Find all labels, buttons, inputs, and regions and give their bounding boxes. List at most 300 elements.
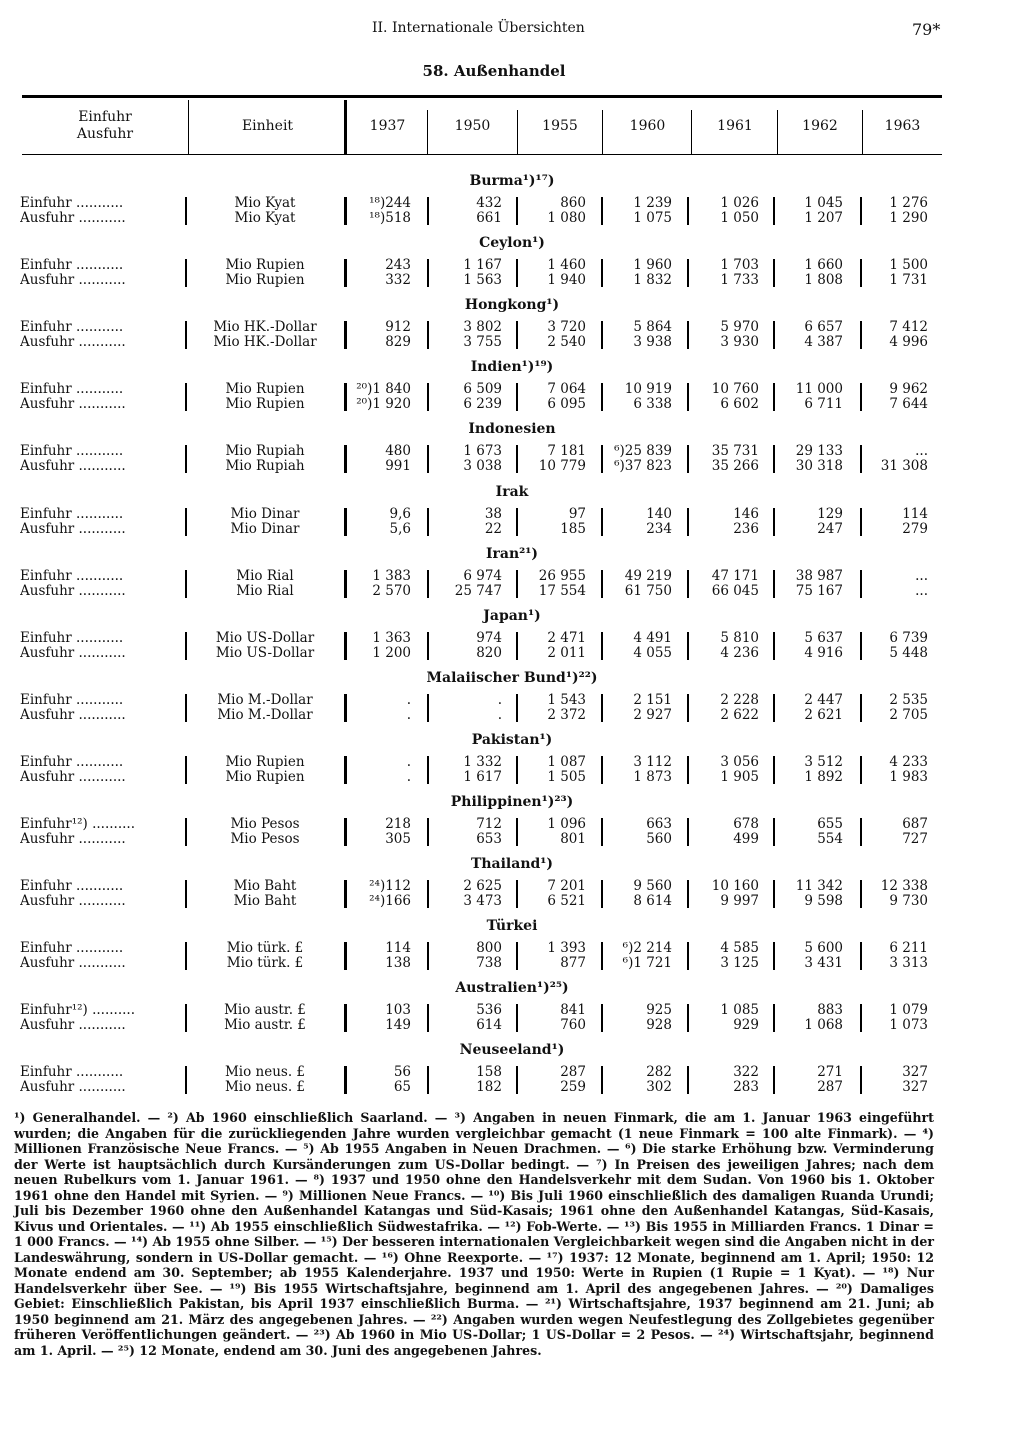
row-label: Einfuhr ........... [20,879,124,894]
cell-1962: 247 [817,521,843,537]
cell-1955: 3 720 [547,319,586,335]
cell-1962: 3 512 [804,754,843,770]
cell-1937: 138 [385,955,411,971]
cell-1960: 1 832 [633,272,672,288]
cell-1961: 10 160 [711,878,759,894]
row-unit: Mio Rial [236,583,294,599]
cell-1961: 1 026 [720,195,759,211]
cell-1950: . [497,692,502,708]
cell-1961: 3 125 [720,955,759,971]
cell-1960: ⁶)1 721 [622,955,672,971]
cell-1961: 236 [733,521,759,537]
section-title: II. Internationale Übersichten [372,20,585,36]
table-row [0,459,1024,474]
country-heading: Japan¹) [483,608,541,624]
cell-1961: 35 266 [711,458,759,474]
cell-1937: . [406,707,411,723]
cell-1950: 614 [476,1017,502,1033]
cell-1960: 2 151 [633,692,672,708]
column-header-1950: 1950 [454,117,491,134]
table-row [0,817,1024,832]
cell-1960: 8 614 [633,893,672,909]
row-label: Einfuhr ........... [20,196,124,211]
cell-1961: 3 930 [720,334,759,350]
country-heading: Ceylon¹) [479,235,545,251]
cell-1950: 1 563 [463,272,502,288]
cell-1960: 1 960 [633,257,672,273]
row-label: Einfuhr ........... [20,382,124,397]
cell-1955: 2 372 [547,707,586,723]
cell-1960: 1 239 [633,195,672,211]
cell-1962: 6 657 [804,319,843,335]
row-unit: Mio Rupien [225,769,305,785]
cell-1950: 38 [484,506,502,522]
cell-1960: 140 [646,506,672,522]
cell-1937: 243 [385,257,411,273]
country-heading: Neuseeland¹) [459,1042,565,1058]
cell-1955: 10 779 [538,458,586,474]
table-row [0,1080,1024,1095]
row-label: Einfuhr ........... [20,1065,124,1080]
row-label: Einfuhr ........... [20,693,124,708]
row-unit: Mio austr. £ [224,1002,306,1018]
cell-1961: 929 [733,1017,759,1033]
cell-1955: 1 940 [547,272,586,288]
cell-1960: 61 750 [624,583,672,599]
cell-1961: 5 810 [720,630,759,646]
cell-1950: 738 [476,955,502,971]
cell-1950: 3 473 [463,893,502,909]
cell-1955: 7 201 [547,878,586,894]
cell-1955: 6 095 [547,396,586,412]
cell-1950: 820 [476,645,502,661]
row-unit: Mio austr. £ [224,1017,306,1033]
cell-1950: 22 [484,521,502,537]
table-row [0,196,1024,211]
cell-1962: 554 [817,831,843,847]
row-label: Ausfuhr ........... [20,397,126,412]
table-row [0,507,1024,522]
table-row [0,941,1024,956]
header-divider [862,110,863,154]
cell-1962: 1 808 [804,272,843,288]
header-divider [188,100,189,154]
cell-1960: 663 [646,816,672,832]
row-unit: Mio Rupiah [225,443,305,459]
cell-1962: 38 987 [795,568,843,584]
cell-1950: 653 [476,831,502,847]
cell-1961: 1 085 [720,1002,759,1018]
cell-1962: 11 000 [795,381,843,397]
table-title: 58. Außenhandel [422,62,566,80]
cell-1937: ²⁰)1 920 [356,396,411,412]
cell-1962: 287 [817,1079,843,1095]
cell-1955: 1 543 [547,692,586,708]
cell-1963: 2 705 [889,707,928,723]
cell-1961: 66 045 [711,583,759,599]
table-row [0,894,1024,909]
row-label: Einfuhr ........... [20,631,124,646]
country-heading: Pakistan¹) [471,732,553,748]
cell-1937: 1 383 [372,568,411,584]
column-header-1962: 1962 [802,117,838,134]
row-unit: Mio neus. £ [224,1064,306,1080]
row-label: Ausfuhr ........... [20,956,126,971]
table-row [0,397,1024,412]
cell-1955: 801 [560,831,586,847]
cell-1962: 129 [817,506,843,522]
cell-1937: 149 [385,1017,411,1033]
header-divider [777,110,778,154]
cell-1961: 322 [733,1064,759,1080]
table-row [0,693,1024,708]
cell-1963: 9 962 [889,381,928,397]
row-label: Einfuhr ........... [20,755,124,770]
cell-1963: 7 644 [889,396,928,412]
cell-1961: 5 970 [720,319,759,335]
cell-1955: 1 080 [547,210,586,226]
cell-1963: 1 983 [889,769,928,785]
cell-1962: 2 447 [804,692,843,708]
country-heading: Malaiischer Bund¹)²²) [426,670,598,686]
cell-1950: 6 509 [463,381,502,397]
cell-1963: 114 [902,506,928,522]
cell-1960: 6 338 [633,396,672,412]
cell-1960: 9 560 [633,878,672,894]
cell-1937: 114 [385,940,411,956]
row-label: Einfuhr ........... [20,507,124,522]
table-row [0,956,1024,971]
cell-1955: 2 540 [547,334,586,350]
cell-1962: 29 133 [795,443,843,459]
row-label: Einfuhr ........... [20,258,124,273]
row-unit: Mio neus. £ [224,1079,306,1095]
table-row [0,584,1024,599]
cell-1950: 3 038 [463,458,502,474]
row-unit: Mio Rupien [225,754,305,770]
cell-1961: 9 997 [720,893,759,909]
cell-1937: 1 363 [372,630,411,646]
cell-1961: 4 585 [720,940,759,956]
cell-1960: 282 [646,1064,672,1080]
cell-1950: 3 802 [463,319,502,335]
row-unit: Mio Pesos [230,816,300,832]
row-label: Ausfuhr ........... [20,646,126,661]
row-unit: Mio Dinar [230,521,300,537]
row-unit: Mio Kyat [234,210,296,226]
cell-1950: 1 167 [463,257,502,273]
cell-1950: 2 625 [463,878,502,894]
cell-1961: 1 050 [720,210,759,226]
cell-1963: 327 [902,1079,928,1095]
cell-1963: 7 412 [889,319,928,335]
row-unit: Mio HK.-Dollar [213,334,317,350]
cell-1960: 2 927 [633,707,672,723]
table-row [0,273,1024,288]
row-unit: Mio M.-Dollar [217,707,313,723]
cell-1960: 302 [646,1079,672,1095]
cell-1962: 1 068 [804,1017,843,1033]
cell-1950: 1 617 [463,769,502,785]
table-row [0,444,1024,459]
cell-1950: 25 747 [454,583,502,599]
cell-1961: 283 [733,1079,759,1095]
row-unit: Mio Rupien [225,381,305,397]
cell-1955: 1 096 [547,816,586,832]
cell-1961: 2 228 [720,692,759,708]
cell-1963: 6 211 [889,940,928,956]
country-heading: Türkei [486,918,538,934]
cell-1963: 6 739 [889,630,928,646]
cell-1937: ²⁰)1 840 [356,381,411,397]
row-unit: Mio US-Dollar [215,630,315,646]
row-label: Einfuhr¹²) .......... [20,817,136,832]
row-label: Ausfuhr ........... [20,335,126,350]
cell-1950: 661 [476,210,502,226]
cell-1955: 17 554 [538,583,586,599]
running-header [0,20,1024,44]
cell-1960: 560 [646,831,672,847]
country-heading: Thailand¹) [470,856,554,872]
cell-1962: 9 598 [804,893,843,909]
table-row [0,755,1024,770]
cell-1961: 499 [733,831,759,847]
cell-1961: 146 [733,506,759,522]
row-label: Einfuhr ........... [20,569,124,584]
cell-1950: 6 974 [463,568,502,584]
cell-1962: 6 711 [804,396,843,412]
cell-1962: 3 431 [804,955,843,971]
cell-1960: 1 873 [633,769,672,785]
column-header-1955: 1955 [542,117,578,134]
country-heading: Indien¹)¹⁹) [470,359,554,375]
cell-1960: 4 055 [633,645,672,661]
cell-1961: 6 602 [720,396,759,412]
cell-1963: ... [915,443,928,459]
cell-1963: 727 [902,831,928,847]
cell-1950: 536 [476,1002,502,1018]
cell-1961: 1 703 [720,257,759,273]
cell-1961: 10 760 [711,381,759,397]
cell-1937: 829 [385,334,411,350]
cell-1960: 1 075 [633,210,672,226]
table-row [0,1065,1024,1080]
header-divider [517,110,518,154]
cell-1937: 305 [385,831,411,847]
row-unit: Mio Dinar [230,506,300,522]
cell-1955: 860 [560,195,586,211]
row-unit: Mio Kyat [234,195,296,211]
column-header-1961: 1961 [717,117,753,134]
country-heading: Burma¹)¹⁷) [469,173,555,189]
footnotes: ¹) Generalhandel. — ²) Ab 1960 einschließlich Saarland. — ³) Angaben in neuen Finmark, die am 1. Januar 1963 eingeführt wurden; die Angaben für die zurückliegenden Jahre wurden vergleichbar gemacht (1 neue Finmark = 100 alte Finmark). — ⁴) Millionen Französische Neue Francs. — ⁵) Ab 1955 Angaben in Neuen Drachmen. — ⁶) Die starke Erhöhung bzw. Verminderung der Werte ist hauptsächlich durch Kursänderungen zum US-Dollar bedingt. — ⁷) In Preisen des jeweiligen Jahres; nach dem neuen Rubelkurs vom 1. Januar 1961. — ⁸) 1937 und 1950 ohne den Handelsverkehr mit dem Sudan. Von 1960 bis 1. Oktober 1961 ohne den Handel mit Syrien. — ⁹) Millionen Neue Francs. — ¹⁰) Bis Juli 1960 einschließlich des damaligen Ruanda Urundi; Juli bis Dezember 1960 ohne den Außenhandel Katangas und Süd-Kasais; 1961 ohne den Außenhandel Katangas, Süd-Kasais, Kivus und Orientales. — ¹¹) Ab 1955 einschließlich Südwestafrika. — ¹²) Fob-Werte. — ¹³) Bis 1955 in Milliarden Francs. 1 Dinar = 1 000 Francs. — ¹⁴) Ab 1955 ohne Silber. — ¹⁵) Der besseren internationalen Vergleichbarkeit wegen sind die Angaben nicht in der Landeswährung, sondern in US-Dollar gemacht. — ¹⁶) Ohne Reexporte. — ¹⁷) 1937: 12 Monate, beginnend am 1. April; 1950: 12 Monate endend am 30. September; ab 1955 Kalenderjahre. 1937 und 1950: Werte in Rupien (1 Rupie = 1 Kyat). — ¹⁸) Nur Handelsverkehr über See. — ¹⁹) Bis 1955 Wirtschaftsjahre, beginnend am 1. April des angegebenen Jahres. — ²⁰) Damaliges Gebiet: Einschließlich Pakistan, bis April 1937 einschließlich Burma. — ²¹) Wirtschaftsjahre, 1937 beginnend am 21. Juni; ab 1950 beginnend am 21. März des angegebenen Jahres. — ²²) Angaben wurden wegen Neufestlegung des Zollgebietes gegenüber früheren Veröffentlichungen geändert. — ²³) Ab 1960 in Mio US-Dollar; 1 US-Dollar = 2 Pesos. — ²⁴) Wirtschaftsjahr, beginnend am 1. April. — ²⁵) 12 Monate, endend am 30. Juni des angegebenen Jahres. [14,1110,934,1358]
cell-1963: 4 233 [889,754,928,770]
cell-1950: 712 [476,816,502,832]
row-unit: Mio türk. £ [226,940,304,956]
row-label: Ausfuhr ........... [20,584,126,599]
cell-1955: 2 011 [547,645,586,661]
cell-1960: 3 938 [633,334,672,350]
cell-1961: 1 733 [720,272,759,288]
row-unit: Mio Pesos [230,831,300,847]
cell-1937: 218 [385,816,411,832]
cell-1961: 2 622 [720,707,759,723]
cell-1960: 234 [646,521,672,537]
cell-1962: 1 045 [804,195,843,211]
cell-1937: 56 [393,1064,411,1080]
row-label: Ausfuhr ........... [20,770,126,785]
cell-1950: 1 332 [463,754,502,770]
row-unit: Mio Baht [233,878,297,894]
cell-1960: ⁶)37 823 [614,458,672,474]
cell-1937: ¹⁸)518 [369,210,411,226]
cell-1937: ¹⁸)244 [369,195,411,211]
row-unit: Mio Rial [236,568,294,584]
cell-1962: 883 [817,1002,843,1018]
cell-1962: 11 342 [795,878,843,894]
cell-1963: 687 [902,816,928,832]
row-label: Einfuhr¹²) .......... [20,1003,136,1018]
cell-1960: 5 864 [633,319,672,335]
cell-1961: 35 731 [711,443,759,459]
cell-1960: 4 491 [633,630,672,646]
cell-1962: 4 387 [804,334,843,350]
cell-1955: 287 [560,1064,586,1080]
column-header-1963: 1963 [884,117,921,134]
cell-1937: . [406,769,411,785]
cell-1962: 2 621 [804,707,843,723]
country-heading: Iran²¹) [485,546,539,562]
cell-1963: 1 073 [889,1017,928,1033]
row-label: Einfuhr ........... [20,320,124,335]
table-row [0,646,1024,661]
table-row [0,770,1024,785]
cell-1962: 1 892 [804,769,843,785]
row-label: Ausfuhr ........... [20,1080,126,1095]
cell-1960: 49 219 [624,568,672,584]
table-row [0,879,1024,894]
header-divider [691,110,692,154]
cell-1955: 185 [560,521,586,537]
row-label: Ausfuhr ........... [20,459,126,474]
table-row [0,1018,1024,1033]
cell-1963: 1 731 [889,272,928,288]
column-header-1960: 1960 [629,117,666,134]
cell-1960: 925 [646,1002,672,1018]
cell-1937: 103 [385,1002,411,1018]
row-unit: Mio Rupien [225,257,305,273]
header-divider [427,110,428,154]
table-header-rule [22,154,942,155]
row-unit: Mio US-Dollar [215,645,315,661]
country-heading: Irak [495,484,529,500]
cell-1963: 4 996 [889,334,928,350]
cell-1937: . [406,754,411,770]
table-row [0,335,1024,350]
cell-1961: 4 236 [720,645,759,661]
cell-1962: 1 207 [804,210,843,226]
cell-1937: . [406,692,411,708]
row-label: Einfuhr ........... [20,941,124,956]
row-label: Ausfuhr ........... [20,832,126,847]
row-label: Ausfuhr ........... [20,708,126,723]
cell-1950: . [497,707,502,723]
cell-1937: 9,6 [389,506,411,522]
cell-1963: 1 290 [889,210,928,226]
cell-1960: 928 [646,1017,672,1033]
cell-1950: 158 [476,1064,502,1080]
cell-1937: 5,6 [389,521,411,537]
cell-1960: ⁶)2 214 [622,940,672,956]
column-header-1937: 1937 [369,117,406,134]
country-heading: Australien¹)²⁵) [455,980,569,996]
cell-1937: 912 [385,319,411,335]
cell-1955: 7 181 [547,443,586,459]
table-row [0,320,1024,335]
cell-1963: 5 448 [889,645,928,661]
cell-1962: 4 916 [804,645,843,661]
row-label: Ausfuhr ........... [20,894,126,909]
cell-1961: 678 [733,816,759,832]
row-label: Einfuhr ........... [20,444,124,459]
column-header-flow: Einfuhr Ausfuhr [76,109,134,142]
table-row [0,569,1024,584]
cell-1955: 1 393 [547,940,586,956]
cell-1955: 760 [560,1017,586,1033]
cell-1962: 75 167 [795,583,843,599]
cell-1963: 1 079 [889,1002,928,1018]
table-row [0,832,1024,847]
column-header-unit: Einheit [241,117,294,134]
cell-1963: 2 535 [889,692,928,708]
table-row [0,211,1024,226]
cell-1950: 432 [476,195,502,211]
cell-1962: 5 600 [804,940,843,956]
cell-1963: ... [915,583,928,599]
table-row [0,1003,1024,1018]
cell-1950: 6 239 [463,396,502,412]
cell-1955: 97 [568,506,586,522]
cell-1961: 1 905 [720,769,759,785]
cell-1950: 974 [476,630,502,646]
cell-1963: 327 [902,1064,928,1080]
cell-1937: 65 [393,1079,411,1095]
cell-1955: 7 064 [547,381,586,397]
cell-1963: 12 338 [880,878,928,894]
cell-1955: 259 [560,1079,586,1095]
cell-1961: 3 056 [720,754,759,770]
cell-1955: 1 460 [547,257,586,273]
page-number: 79* [912,20,941,39]
cell-1960: 10 919 [624,381,672,397]
row-unit: Mio Rupien [225,396,305,412]
table-row [0,631,1024,646]
cell-1955: 1 505 [547,769,586,785]
cell-1960: ⁶)25 839 [614,443,672,459]
table-row [0,258,1024,273]
cell-1962: 30 318 [795,458,843,474]
cell-1963: 1 500 [889,257,928,273]
country-heading: Hongkong¹) [464,297,560,313]
row-label: Ausfuhr ........... [20,522,126,537]
cell-1937: ²⁴)112 [369,878,411,894]
row-label: Ausfuhr ........... [20,1018,126,1033]
cell-1963: ... [915,568,928,584]
row-unit: Mio M.-Dollar [217,692,313,708]
cell-1963: 279 [902,521,928,537]
cell-1937: 1 200 [372,645,411,661]
row-label: Ausfuhr ........... [20,211,126,226]
